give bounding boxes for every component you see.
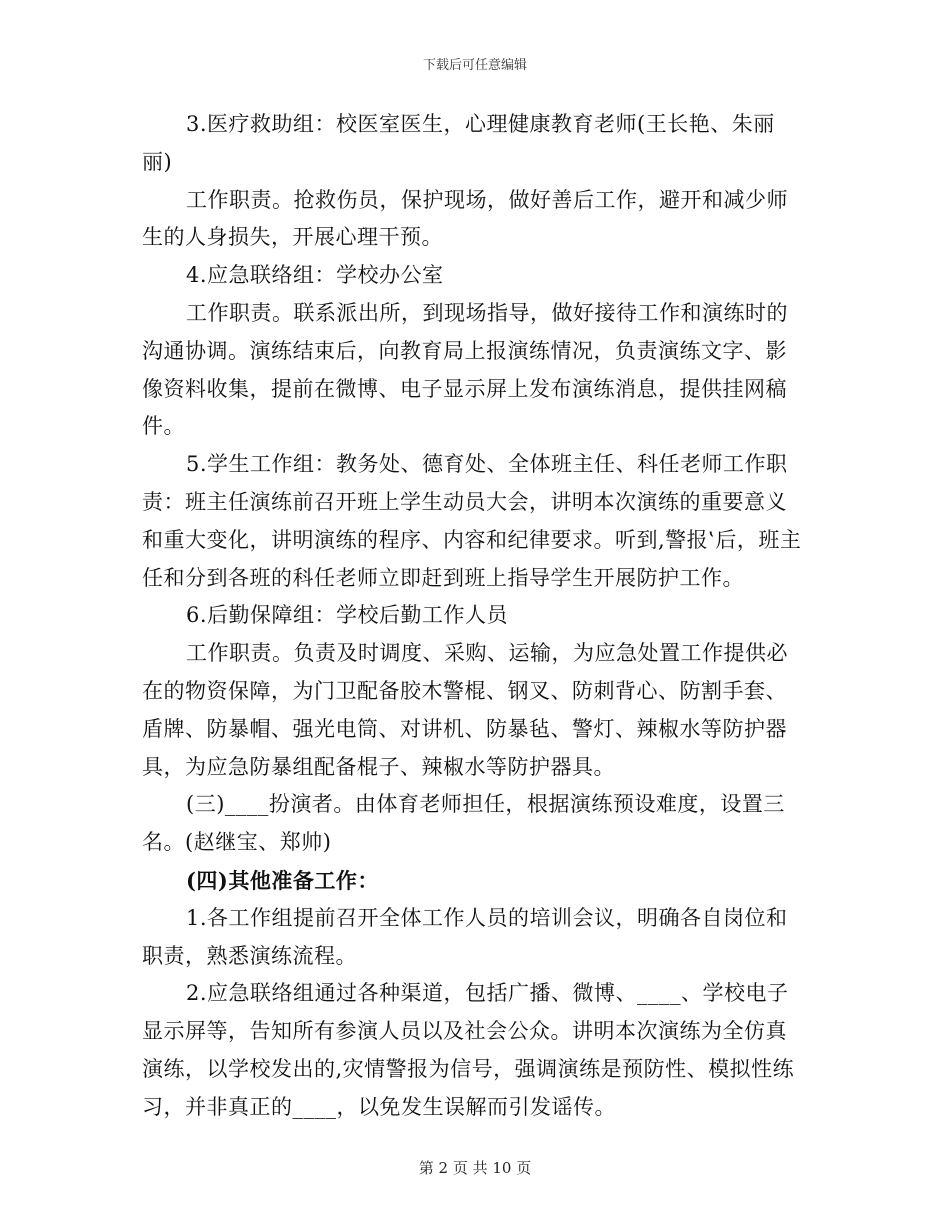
document-body (142, 106, 802, 1127)
paragraph-prep-item-1: 1.各工作组提前召开全体工作人员的培训会议，明确各自岗位和职责，熟悉演练流程。 (142, 905, 788, 968)
paragraph-medical-duties: 工作职责。抢救伤员，保护现场，做好善后工作，避开和减少师生的人身损失，开展心理干预。 (142, 187, 788, 250)
paragraph-liaison-group: 4.应急联络组：学校办公室 (186, 263, 444, 288)
paragraph-actors: (三)____扮演者。由体育老师担任，根据演练预设难度，设置三名。(赵继宝、郑帅) (142, 792, 785, 855)
page-header: 下载后可任意编辑 (422, 58, 527, 73)
paragraph-logistics-duties: 工作职责。负责及时调度、采购、运输，为应急处置工作提供必在的物资保障，为门卫配备胶木警棍、钢叉、防刺背心、防割手套、盾牌、防暴帽、强光电筒、对讲机、防暴毡、警灯、辣椒水等防护器具，为应急防暴组配备棍子、辣椒水等防护器具。 (142, 641, 788, 779)
paragraph-logistics-group: 6.后勤保障组：学校后勤工作人员 (186, 603, 509, 628)
page-number: 第 2 页 共 10 页 (418, 1159, 532, 1177)
paragraph-medical-group: 3.医疗救助组：校医室医生，心理健康教育老师(王长艳、朱丽丽) (142, 112, 775, 174)
paragraph-liaison-duties: 工作职责。联系派出所，到现场指导，做好接待工作和演练时的沟通协调。演练结束后，向教育局上报演练情况，负责演练文字、影像资料收集，提前在微博、电子显示屏上发布演练消息，提供挂网稿件。 (142, 300, 788, 439)
paragraph-student-group: 5.学生工作组：教务处、德育处、全体班主任、科任老师工作职责：班主任演练前召开班上学生动员大会，讲明本次演练的重要意义和重大变化，讲明演练的程序、内容和纪律要求。听到,警报‛后，班主任和分到各班的科任老师立即赶到班上指导学生开展防护工作。 (142, 452, 802, 590)
section-heading-other-preparation: (四)其他准备工作： (186, 867, 379, 893)
paragraph-prep-item-2: 2.应急联络组通过各种渠道，包括广播、微博、____、学校电子显示屏等，告知所有参演人员以及社会公众。讲明本次演练为全仿真演练，以学校发出的,灾情警报为信号，强调演练是预防性、模拟性练习，并非真正的____，以免发生误解而引发谣传。 (142, 981, 795, 1119)
